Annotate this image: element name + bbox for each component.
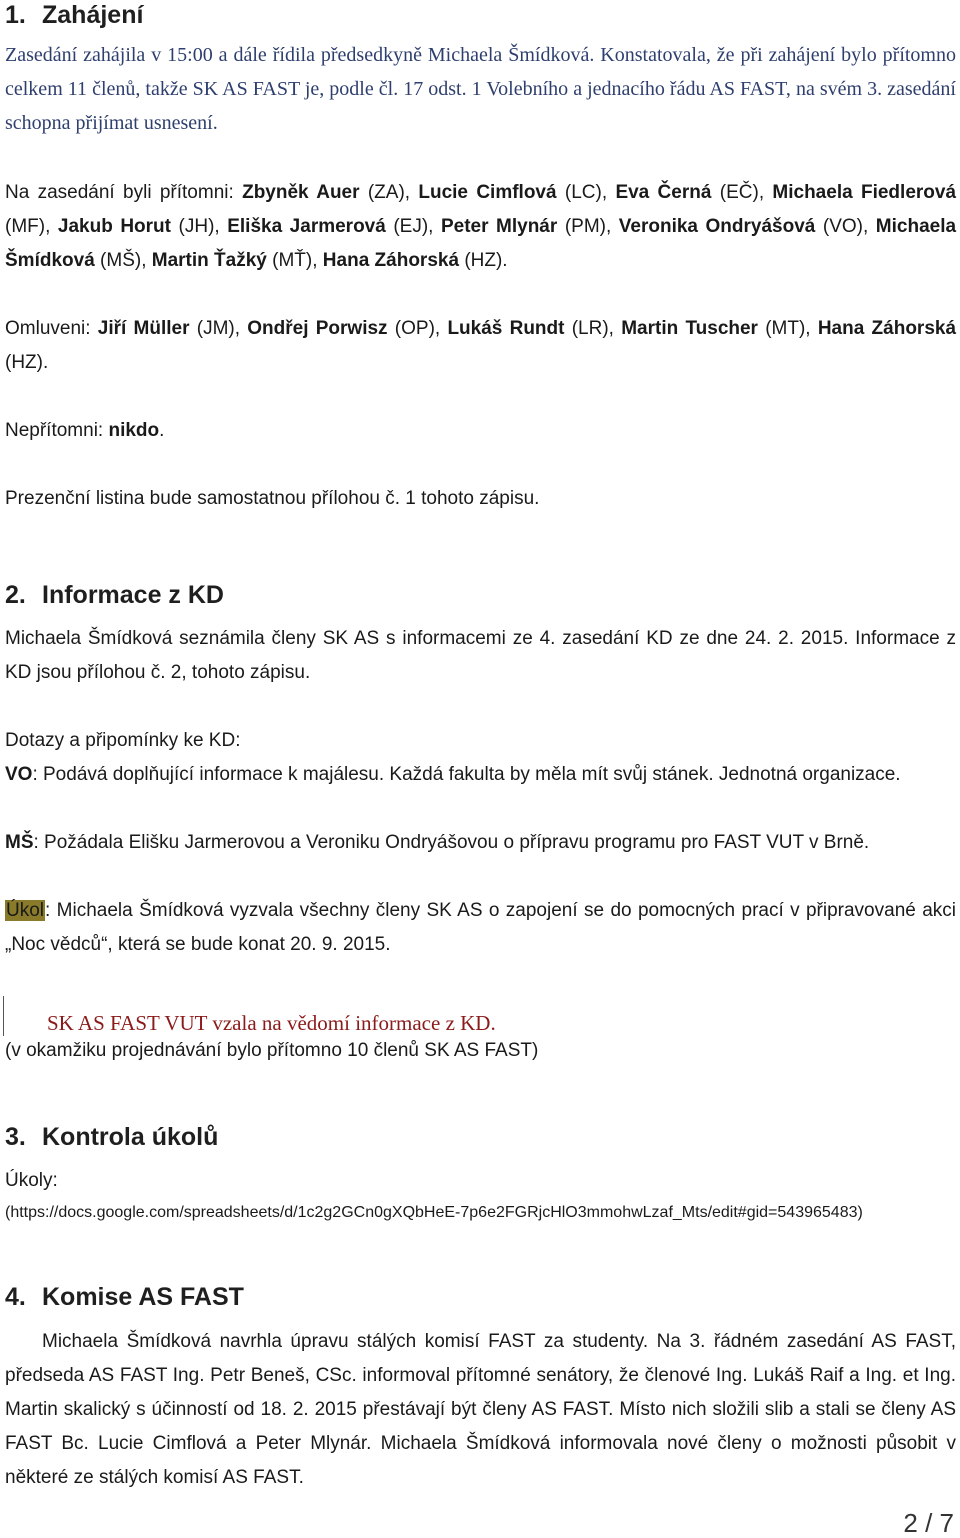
vo-comment: VO: Podává doplňující informace k majálesu. Každá fakulta by měla mít svůj stánek. Jednotná organizace. (5, 764, 901, 785)
section-heading: 2. Informace z KD (5, 581, 224, 609)
tasks-link[interactable]: (https://docs.google.com/spreadsheets/d/1c2g2GCn0gXQbHeE-7p6e2FGRjcHlO3mmohwLzaf_Mts/edit#gid=543965483) (5, 1204, 863, 1221)
margin-change-bar (3, 996, 4, 1036)
attendance-note: Prezenční listina bude samostatnou přílohou č. 1 tohoto zápisu. (5, 488, 540, 509)
absent-line: Nepřítomni: nikdo. (5, 420, 165, 441)
section-heading: 4. Komise AS FAST (5, 1283, 244, 1311)
section-heading: 3. Kontrola úkolů (5, 1123, 219, 1151)
resolution-text: SK AS FAST VUT vzala na vědomí informace z KD. (47, 1011, 496, 1035)
tasks-label: Úkoly: (5, 1170, 58, 1191)
ms-comment: MŠ: Požádala Elišku Jarmerovou a Veroniku Ondryášovou o přípravu programu pro FAST VUT v Brně. (5, 832, 870, 853)
kd-intro-paragraph: Michaela Šmídková seznámila členy SK AS s informacemi ze 4. zasedání KD ze dne 24. 2. 2015. Informace z KD jsou přílohou č. 2, tohoto zápisu. (5, 628, 956, 683)
present-paragraph: Na zasedání byli přítomni: Zbyněk Auer (ZA), Lucie Cimflová (LC), Eva Černá (EČ), Michaela Fiedlerová (MF), Jakub Horut (JH), Eliška Jarmerová (EJ), Peter Mlynár (PM), Veronika Ondryášová (VO), Michaela Šmídková (MŠ), Martin Ťažký (MŤ), Hana Záhorská (HZ). (5, 182, 957, 271)
present-label: Na zasedání byli přítomni: (5, 182, 234, 203)
page-number: 2 / 7 (903, 1508, 954, 1538)
task-label-highlight: Úkol (6, 900, 45, 921)
opening-paragraph: Zasedání zahájila v 15:00 a dále řídila předsedkyně Michaela Šmídková. Konstatovala, že při zahájení bylo přítomno celkem 11 členů, takže SK AS FAST je, podle čl. 17 odst. 1 Volebního a jednacího řádu AS FAST, na svém 3. zasedání schopna přijímat usnesení. (5, 44, 956, 134)
present-count-note: (v okamžiku projednávání bylo přítomno 10 členů SK AS FAST) (5, 1040, 539, 1061)
questions-label: Dotazy a připomínky ke KD: (5, 730, 241, 751)
excused-paragraph: Omluveni: Jiří Müller (JM), Ondřej Porwisz (OP), Lukáš Rundt (LR), Martin Tuscher (MT), Hana Záhorská (HZ). (5, 318, 957, 373)
commission-paragraph: Michaela Šmídková navrhla úpravu stálých komisí FAST za studenty. Na 3. řádném zasedání AS FAST, předseda AS FAST Ing. Petr Beneš, CSc. informoval přítomné senátory, že členové Ing. Lukáš Raif a Ing. et Ing. Martin skalický s účinností od 18. 2. 2015 přestávají být členy AS FAST. Místo nich složili slib a stali se členy AS FAST Bc. Lucie Cimflová a Peter Mlynár. Michaela Šmídková informovala nové členy o možnosti působit v některé ze stálých komisí AS FAST. (5, 1331, 956, 1488)
section-heading: 1. Zahájení (5, 1, 144, 29)
task-paragraph: Úkol: Michaela Šmídková vyzvala všechny členy SK AS o zapojení se do pomocných prací v připravované akci „Noc vědců“, která se bude konat 20. 9. 2015. (5, 900, 956, 955)
